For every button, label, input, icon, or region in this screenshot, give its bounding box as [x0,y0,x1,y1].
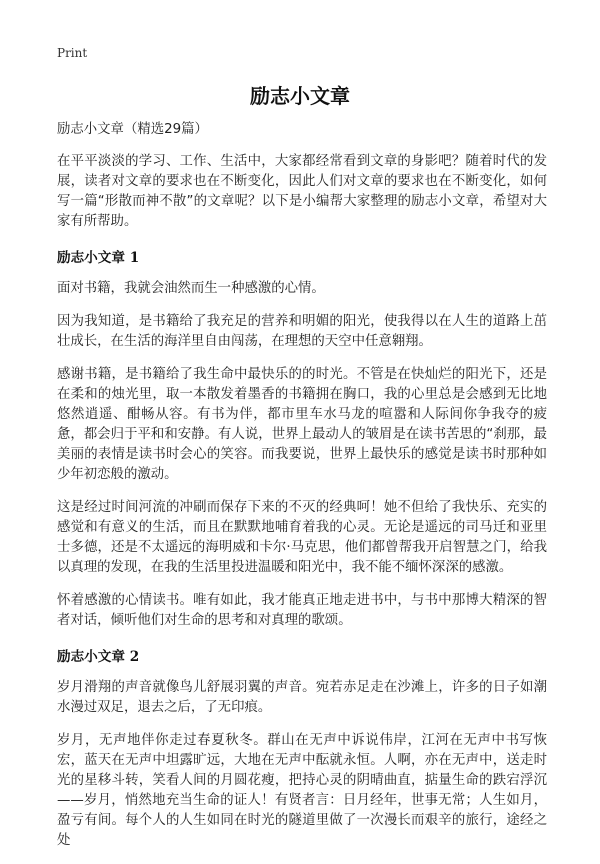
paragraph: 岁月滑翔的声音就像鸟儿舒展羽翼的声音。宛若赤足走在沙滩上，许多的日子如潮水漫过双足，退去之后，了无印痕。 [57,680,547,715]
section-heading: 励志小文章 2 [57,649,140,665]
intro-paragraph: 在平平淡淡的学习、工作、生活中，大家都经常看到文章的身影吧？随着时代的发展，读者对文章的要求也在不断变化，因此人们对文章的要求也在不断变化，如何写一篇“形散而神不散”的文章呢？以下是小编帮大家整理的励志小文章，希望对大家有所帮助。 [57,154,547,229]
paragraph: 这是经过时间河流的冲刷而保存下来的不灭的经典呵！她不但给了我快乐、充实的感觉和有意义的生活，而且在默默地哺育着我的心灵。无论是遥远的司马迁和亚里士多德，还是不太遥远的海明威和卡尔·马克思，他们都曾帮我开启智慧之门，给我以真理的发现，在我的生活里投进温暖和阳光中，我不能不缅怀深深的感激。 [57,500,547,575]
paragraph: 怀着感激的心情读书。唯有如此，我才能真正地走进书中，与书中那博大精深的智者对话，倾听他们对生命的思考和对真理的歌颂。 [57,593,547,628]
paragraph: 感谢书籍，是书籍给了我生命中最快乐的的时光。不管是在快灿烂的阳光下，还是在柔和的烛光里，取一本散发着墨香的书籍拥在胸口，我的心里总是会感到无比地悠然逍遥、酣畅从容。有书为伴，都市里车水马龙的喧嚣和人际间你争我夺的疲惫，都会归于平和和安静。有人说，世界上最动人的皱眉是在读书苦思的“刹那，最美丽的表情是读书时会心的笑容。而我要说，世界上最快乐的感觉是读书时那种如少年初恋般的激动。 [57,367,547,482]
section-heading: 励志小文章 1 [57,250,140,266]
article-subtitle: 励志小文章（精选29篇） [57,122,208,137]
paragraph: 因为我知道，是书籍给了我充足的营养和明媚的阳光，使我得以在人生的道路上茁壮成长，在生活的海洋里自由闯荡，在理想的天空中任意翱翔。 [57,314,547,349]
paragraph: 岁月，无声地伴你走过春夏秋冬。群山在无声中诉说伟岸，江河在无声中书写恢宏，蓝天在无声中坦露旷远，大地在无声中酝就永恒。人啊，亦在无声中，送走时光的星移斗转，笑看人间的月圆花瘦，把持心灵的阴晴曲直，掂量生命的跌宕浮沉——岁月，悄然地充当生命的证人！有贤者言：日月经年，世事无常；人生如月，盈亏有间。每个人的人生如同在时光的隧道里做了一次漫长而艰辛的旅行，途经之处 [57,733,547,848]
print-link[interactable]: Print [57,46,88,60]
paragraph: 面对书籍，我就会油然而生一种感激的心情。 [57,281,325,296]
page-title: 励志小文章 [250,84,350,108]
article-body [57,120,547,864]
